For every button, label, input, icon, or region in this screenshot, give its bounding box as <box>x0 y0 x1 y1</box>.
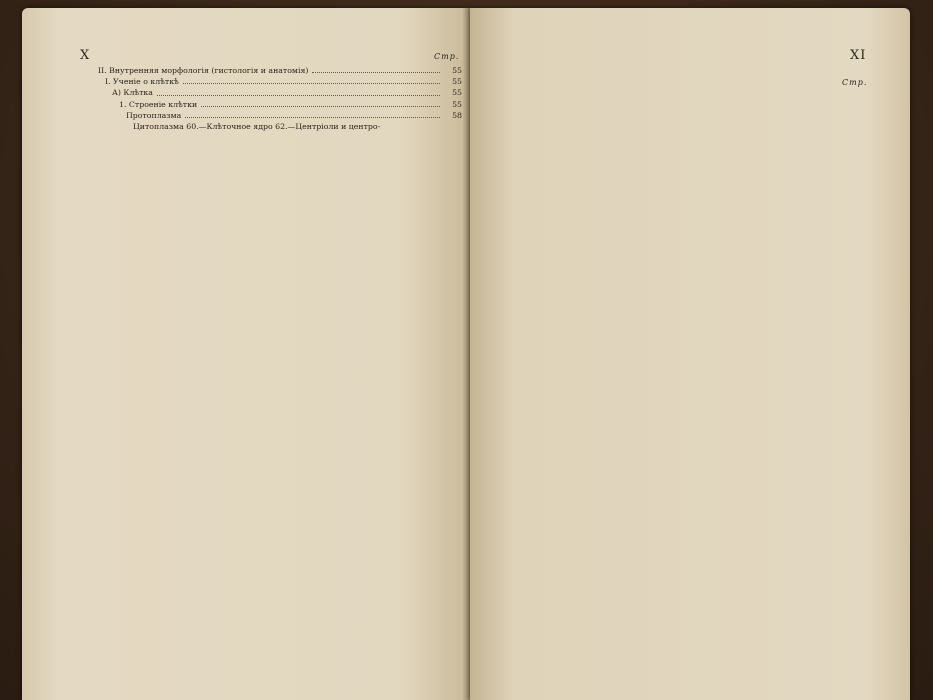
toc-entry-text: II. Внутренняя морфологiя (гистологiя и анатомiя) <box>98 66 309 75</box>
right-page <box>470 8 910 700</box>
toc-entry-page: 58 <box>452 110 462 120</box>
toc-entry <box>98 65 462 76</box>
toc-entry-text: Протоплазма <box>126 110 182 120</box>
right-page-column-label: Стр. <box>842 78 868 87</box>
leader-dots <box>201 106 440 107</box>
left-page-column-label: Стр. <box>434 52 460 61</box>
toc-entry-page: 55 <box>452 99 462 109</box>
toc-entry-page: 55 <box>452 77 462 87</box>
toc-entry-text: 1. Строенiе клѣтки <box>119 99 198 109</box>
left-page-number: X <box>80 48 91 63</box>
leader-dots <box>183 83 440 84</box>
leader-dots <box>312 72 440 73</box>
toc-entry-text: А) Клѣтка <box>112 88 153 98</box>
toc-entry <box>98 110 462 121</box>
leader-dots <box>157 95 440 96</box>
toc-entry-page: 55 <box>452 66 462 75</box>
toc-entry-text: I. Ученiе о клѣткѣ <box>105 77 179 87</box>
toc-entry <box>98 76 462 87</box>
leader-dots <box>185 117 440 118</box>
left-page <box>22 8 470 700</box>
toc-entry-page: 55 <box>452 88 462 98</box>
toc-entry <box>98 87 462 98</box>
left-toc <box>98 65 462 132</box>
right-page-number: XI <box>850 48 867 63</box>
toc-entry <box>98 99 462 110</box>
toc-entry <box>98 121 462 132</box>
toc-entry-text: Цитоплазма 60.—Клѣточное ядро 62.—Центрiоли и центро- <box>133 121 381 131</box>
